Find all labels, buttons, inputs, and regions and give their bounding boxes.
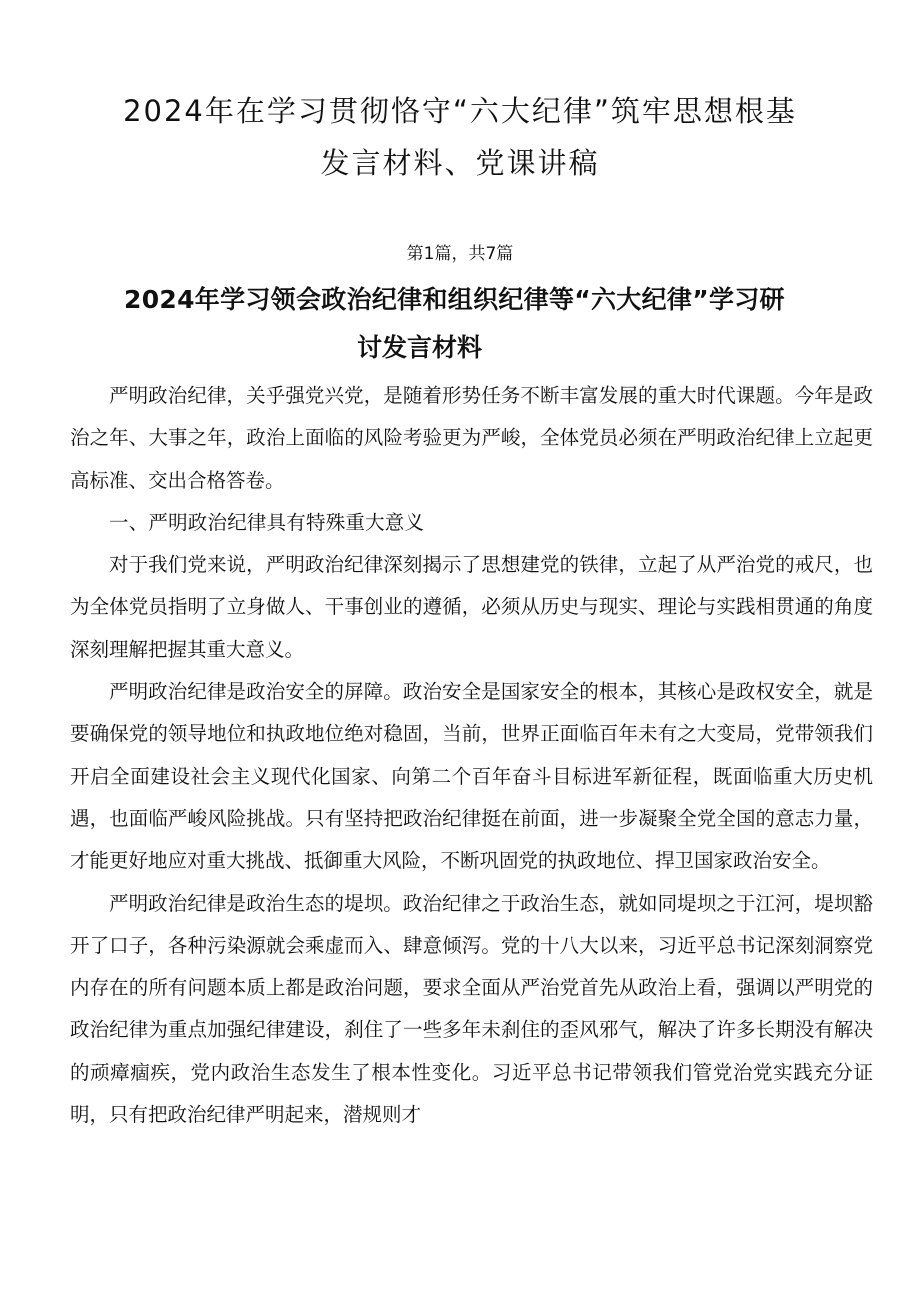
article-title-line-2: 讨发言材料 <box>357 333 483 362</box>
article-counter: 第1篇，共7篇 <box>406 244 514 264</box>
paragraph: 对于我们党来说，严明政治纪律深刻揭示了思想建党的铁律，立起了从严治党的戒尺，也为全体党员指明了立身做人、干事创业的遵循，必须从历史与现实、理论与实践相贯通的角度深刻理解把握其重大意义。 <box>70 553 873 661</box>
paragraph: 严明政治纪律是政治生态的堤坝。政治纪律之于政治生态，就如同堤坝之于江河，堤坝豁开了口子，各种污染源就会乘虚而入、肆意倾泻。党的十八大以来，习近平总书记深刻洞察党内存在的所有问题本质上都是政治问题，要求全面从严治党首先从政治上看，强调以严明党的政治纪律为重点加强纪律建设，刹住了一些多年未刹住的歪风邪气，解决了许多长期没有解决的顽瘴痼疾，党内政治生态发生了根本性变化。习近平总书记带领我们管党治党实践充分证明，只有把政治纪律严明起来，潜规则才 <box>70 891 873 1127</box>
article-body <box>70 375 873 1136</box>
main-title-line-1: 2024年在学习贯彻恪守“六大纪律”筑牢思想根基 <box>123 94 797 128</box>
section-heading: 一、严明政治纪律具有特殊重大意义 <box>109 510 425 534</box>
paragraph-intro: 严明政治纪律，关乎强党兴党，是随着形势任务不断丰富发展的重大时代课题。今年是政治之年、大事之年，政治上面临的风险考验更为严峻，全体党员必须在严明政治纪律上立起更高标准、交出合格答卷。 <box>70 384 873 492</box>
main-title-line-2: 发言材料、党课讲稿 <box>320 146 600 180</box>
article-title-line-1: 2024年学习领会政治纪律和组织纪律等“六大纪律”学习研 <box>124 285 785 314</box>
paragraph: 严明政治纪律是政治安全的屏障。政治安全是国家安全的根本，其核心是政权安全，就是要确保党的领导地位和执政地位绝对稳固，当前，世界正面临百年未有之大变局，党带领我们开启全面建设社会主义现代化国家、向第二个百年奋斗目标进军新征程，既面临重大历史机遇，也面临严峻风险挑战。只有坚持把政治纪律挺在前面，进一步凝聚全党全国的意志力量，才能更好地应对重大挑战、抵御重大风险，不断巩固党的执政地位、捍卫国家政治安全。 <box>70 680 873 873</box>
